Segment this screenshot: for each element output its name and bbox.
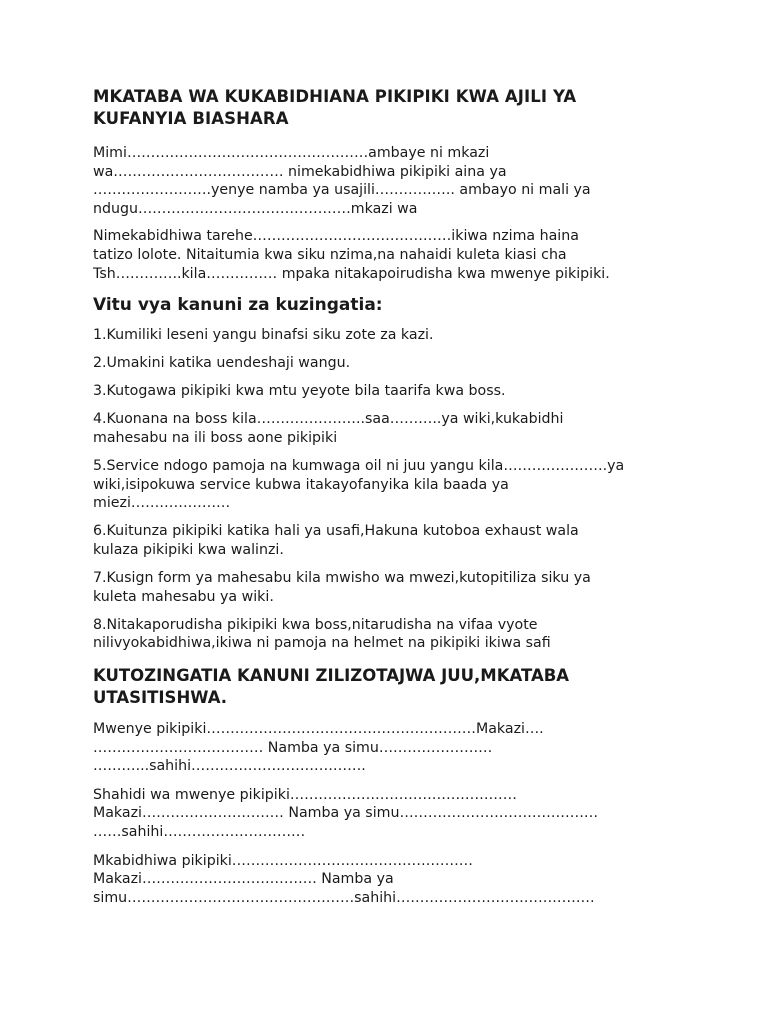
rule-item: 6.Kuitunza pikipiki katika hali ya usafi,Hakuna kutoboa exhaust wala kulaza pikipiki kwa walinzi. [93, 523, 579, 558]
document-title: MKATABA WA KUKABIDHIANA PIKIPIKI KWA AJILI YA KUFANYIA BIASHARA [93, 87, 577, 128]
rule-item: 4.Kuonana na boss kila…………………..saa………..ya wiki,kukabidhi mahesabu na ili boss aone pikipiki [93, 411, 564, 447]
signature-block-owner: Mwenye pikipiki…………………………………………………Makazi…. ……………………………… Namba ya simu…………………… ………...sahihi………………………………. [93, 720, 544, 775]
rule-item: 1.Kumiliki leseni yangu binafsi siku zote za kazi. [93, 327, 434, 344]
signature-block-witness: Shahidi wa mwenye pikipiki………………………………………… Makazi………………………… Namba ya simu…………………………………… ……sahihi………………………… [93, 786, 599, 840]
rule-item: 5.Service ndogo pamoja na kumwaga oil ni juu yangu kila………………….ya wiki,isipokuwa service kubwa itakayofanyika kila baada ya miezi………………… [93, 458, 625, 512]
rule-item: 3.Kutogawa pikipiki kwa mtu yeyote bila taarifa kwa boss. [93, 383, 506, 400]
intro-paragraph-2: Nimekabidhiwa tarehe……………………………………ikiwa nzima haina tatizo lolote. Nitaitumia kwa siku nzima,na nahaidi kuleta kiasi cha Tsh…………..kila…………… mpaka nitakapoirudisha kwa mwenye pikipiki. [93, 228, 610, 282]
rule-item: 7.Kusign form ya mahesabu kila mwisho wa mwezi,kutopitiliza siku ya kuleta mahesabu ya wiki. [93, 570, 591, 605]
intro-paragraph-1: Mimi……………………………………………ambaye ni mkazi wa……………………………… nimekabidhiwa pikipiki aina ya …………………….yenye namba ya usajili…………….. ambayo ni mali ya ndugu………………………………………mkazi wa [93, 145, 591, 217]
contract-document [93, 86, 683, 917]
rule-item: 2.Umakini katika uendeshaji wangu. [93, 355, 351, 372]
rules-list [93, 326, 683, 653]
signature-block-recipient: Mkabidhiwa pikipiki…………………………………………… Makazi………………………………. Namba ya simu…………………………………………sahihi…………………………………… [93, 852, 595, 906]
rules-heading: Vitu vya kanuni za kuzingatia: [93, 295, 383, 316]
rule-item: 8.Nitakaporudisha pikipiki kwa boss,nitarudisha na vifaa vyote nilivyokabidhiwa,ikiwa ni pamoja na helmet na pikipiki ikiwa safi [93, 616, 551, 652]
termination-warning: KUTOZINGATIA KANUNI ZILIZOTAJWA JUU,MKATABA UTASITISHWA. [93, 665, 570, 707]
